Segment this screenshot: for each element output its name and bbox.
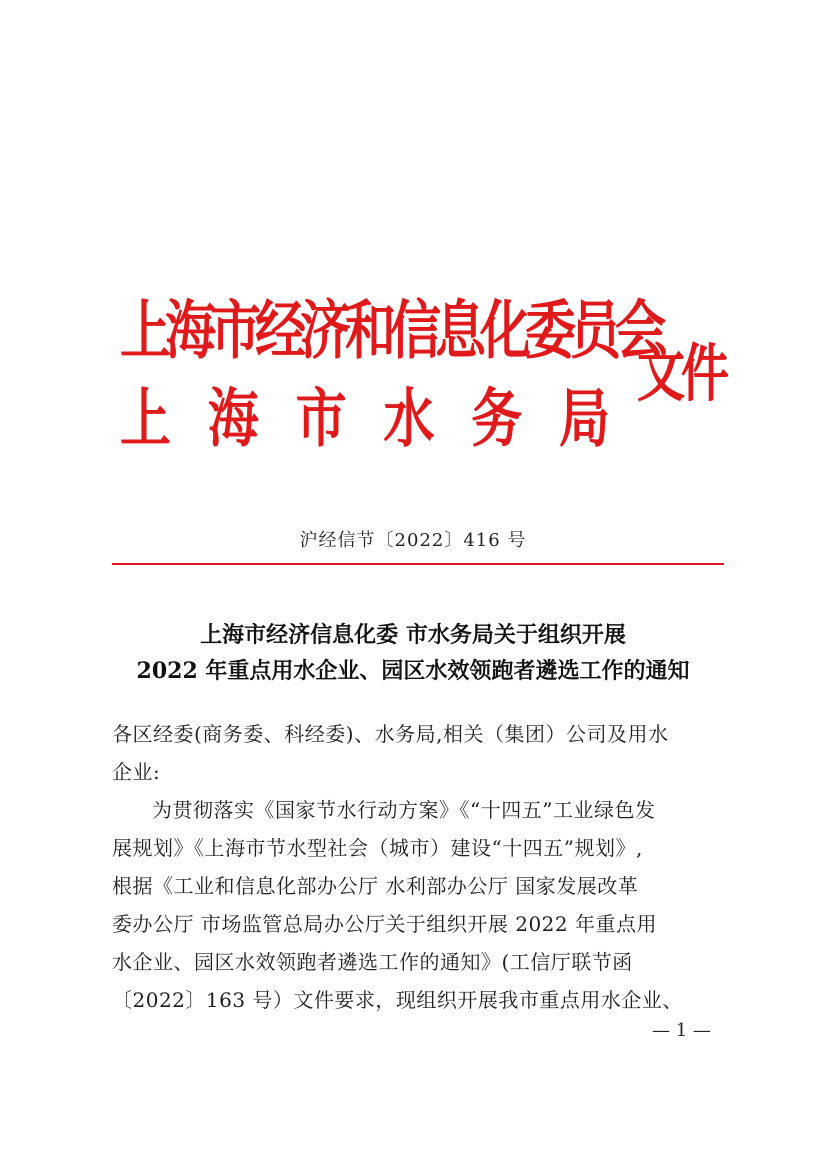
body-line: 水企业、园区水效领跑者遴选工作的通知》(工信厅联节函 (112, 950, 633, 974)
issuer-char: 务 (471, 381, 523, 457)
document-title-line-1: 上海市经济信息化委 市水务局关于组织开展 (200, 622, 626, 648)
issuer-char: 海 (207, 381, 259, 457)
issuer-char: 水 (383, 381, 435, 457)
issuer-char: 局 (558, 381, 610, 457)
body-line: 展规划》《上海市节水型社会（城市）建设“十四五”规划》, (112, 836, 643, 860)
body-line: 〔2022〕163 号）文件要求，现组织开展我市重点用水企业、 (112, 988, 683, 1012)
document-title-line-2: 2022 年重点用水企业、园区水效领跑者遴选工作的通知 (136, 658, 690, 684)
body-line: 根据《工业和信息化部办公厅 水利部办公厅 国家发展改革 (112, 874, 639, 898)
document-word: 文件 (637, 337, 726, 411)
page-number: — 1 — (652, 1020, 711, 1041)
body-line: 为贯彻落实《国家节水行动方案》《“十四五”工业绿色发 (152, 798, 656, 822)
body-line: 企业: (112, 760, 161, 784)
issuer-name-line-1: 上海市经济和信息化委员会 (120, 293, 661, 369)
issuer-name-line-2 (120, 381, 610, 457)
body-line: 各区经委(商务委、科经委)、水务局,相关（集团）公司及用水 (112, 722, 669, 746)
red-divider (112, 563, 724, 565)
body-line: 委办公厅 市场监管总局办公厅关于组织开展 2022 年重点用 (112, 912, 657, 936)
document-number: 沪经信节〔2022〕416 号 (299, 530, 527, 551)
issuer-char: 上 (120, 381, 172, 457)
issuer-char: 市 (295, 381, 347, 457)
